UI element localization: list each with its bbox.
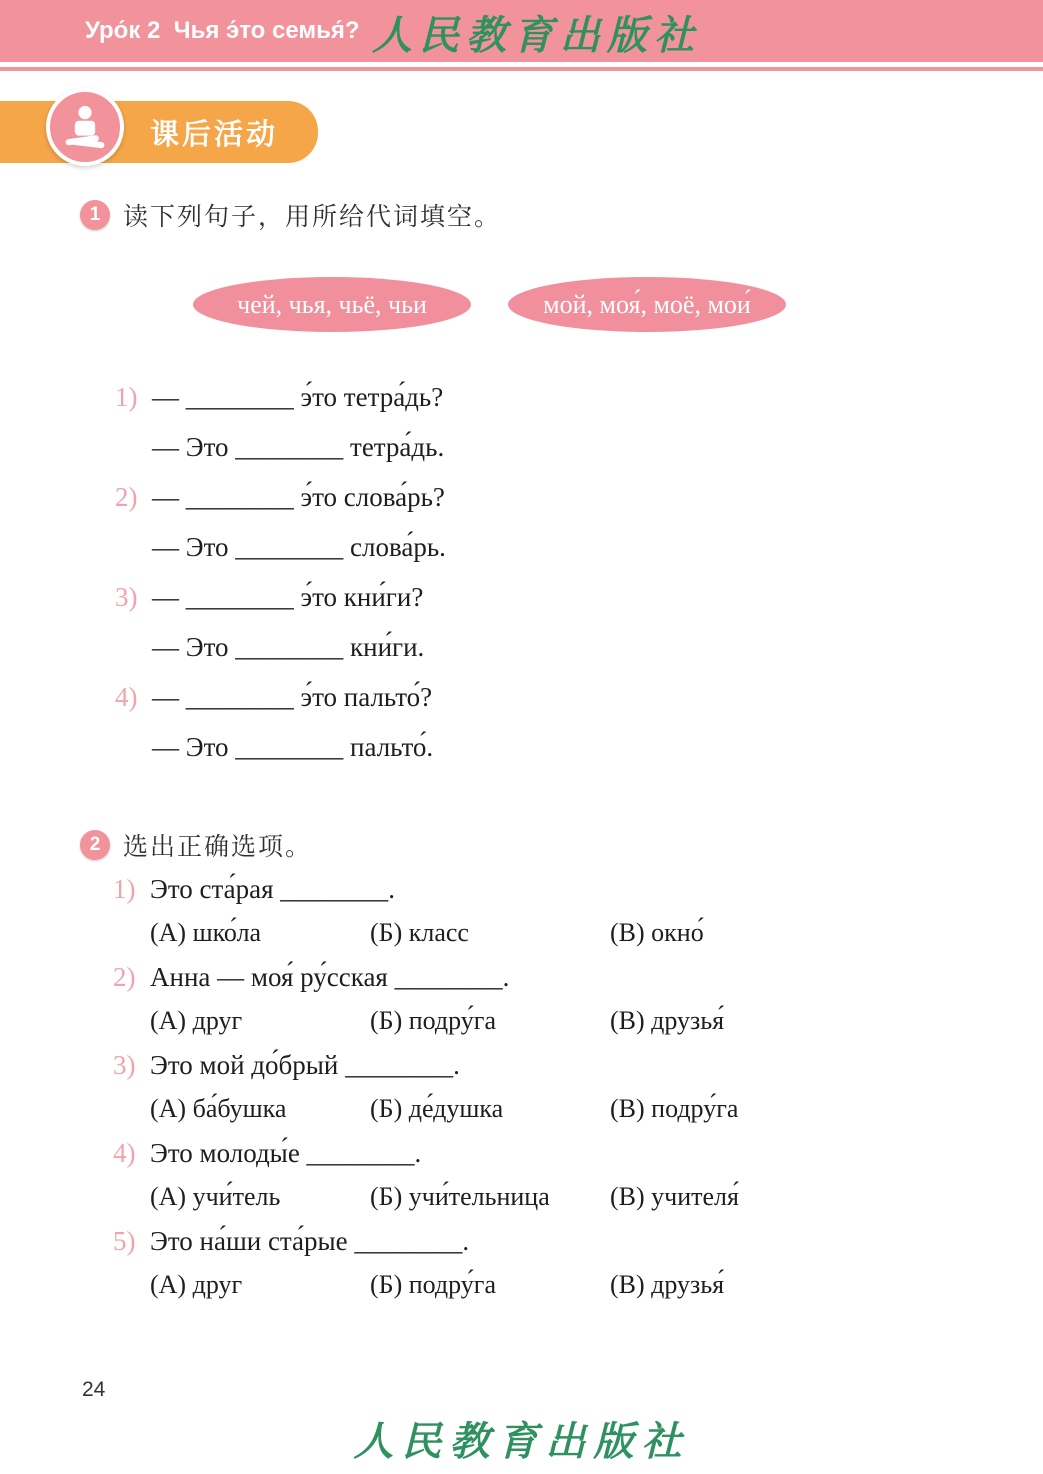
item-number: 5) [113, 1226, 136, 1256]
answer-text: — Это ________ пальто́. [152, 732, 434, 762]
stem-line [113, 1132, 993, 1176]
reading-person-icon [46, 88, 124, 166]
word-bank-bubble-2: мой, моя́, моё, мои́ [508, 277, 786, 332]
section-badge-label: 课后活动 [150, 118, 279, 151]
item-number: 3) [113, 1050, 136, 1080]
answer-line [115, 424, 446, 474]
option-cell: (А) учи́тель [150, 1182, 281, 1211]
item-number: 1) [113, 874, 136, 904]
exercise-1-number-badge: 1 [80, 200, 110, 230]
question-line [115, 474, 446, 524]
question-text: — ________ э́то тетра́дь? [152, 382, 444, 412]
options-row [150, 1000, 993, 1044]
item-number: 2) [113, 962, 136, 992]
options-row [150, 1176, 993, 1220]
exercise-1-header [80, 197, 501, 233]
option-cell: (Б) подру́га [370, 1006, 497, 1035]
answer-text: — Это ________ слова́рь. [152, 532, 446, 562]
option-cell: (Б) подру́га [370, 1270, 497, 1299]
question-line [115, 574, 446, 624]
header-bar [0, 0, 1043, 62]
option-cell: (Б) де́душка [370, 1094, 504, 1123]
option-cell: (В) учителя́ [610, 1182, 739, 1211]
options-row [150, 1088, 993, 1132]
stem-text: Анна — моя́ ру́сская ________. [150, 962, 510, 992]
stem-line [113, 868, 993, 912]
question-line [115, 674, 446, 724]
exercise-2-number-badge: 2 [80, 830, 110, 860]
stem-line [113, 1220, 993, 1264]
answer-line [115, 524, 446, 574]
footer-publisher-logo: 人民教育出版社 [353, 1419, 690, 1464]
options-row [150, 912, 993, 956]
exercise-1-items [115, 374, 446, 774]
header-publisher-logo: 人民教育出版社 [372, 13, 701, 58]
exercise-1-instruction: 读下列句子，用所给代词填空。 [123, 204, 502, 231]
option-cell: (А) друг [150, 1006, 243, 1035]
item-number: 4) [115, 682, 138, 712]
question-text: — ________ э́то кни́ги? [152, 582, 424, 612]
stem-text: Это мой до́брый ________. [150, 1050, 460, 1080]
option-cell: (А) ба́бушка [150, 1094, 287, 1123]
stem-text: Это на́ши ста́рые ________. [150, 1226, 470, 1256]
option-cell: (Б) класс [370, 918, 469, 947]
header-divider [0, 67, 1043, 71]
option-cell: (А) друг [150, 1270, 243, 1299]
exercise-2-header [80, 827, 312, 863]
answer-text: — Это ________ тетра́дь. [152, 432, 445, 462]
question-line [115, 374, 446, 424]
stem-line [113, 956, 993, 1000]
stem-line [113, 1044, 993, 1088]
word-bank-row [193, 277, 786, 332]
options-row [150, 1264, 993, 1308]
stem-text: Это молоды́е ________. [150, 1138, 422, 1168]
question-text: — ________ э́то слова́рь? [152, 482, 445, 512]
lesson-title: Уро́к 2 Чья э́то семья́? [85, 17, 360, 44]
exercise-2-instruction: 选出正确选项。 [123, 834, 313, 861]
answer-text: — Это ________ кни́ги. [152, 632, 425, 662]
option-cell: (В) друзья́ [610, 1006, 725, 1035]
stem-text: Это ста́рая ________. [150, 874, 396, 904]
question-text: — ________ э́то пальто́? [152, 682, 433, 712]
answer-line [115, 724, 446, 774]
word-bank-bubble-1: чей, чья, чьё, чьи [193, 277, 471, 332]
option-cell: (В) окно́ [610, 918, 704, 947]
item-number: 2) [115, 482, 138, 512]
option-cell: (А) шко́ла [150, 918, 262, 947]
exercise-2-items [113, 868, 993, 1308]
option-cell: (В) друзья́ [610, 1270, 725, 1299]
option-cell: (В) подру́га [610, 1094, 739, 1123]
answer-line [115, 624, 446, 674]
item-number: 1) [115, 382, 138, 412]
item-number: 3) [115, 582, 138, 612]
section-badge [0, 88, 420, 170]
page-number: 24 [82, 1378, 106, 1401]
option-cell: (Б) учи́тельница [370, 1182, 550, 1211]
item-number: 4) [113, 1138, 136, 1168]
